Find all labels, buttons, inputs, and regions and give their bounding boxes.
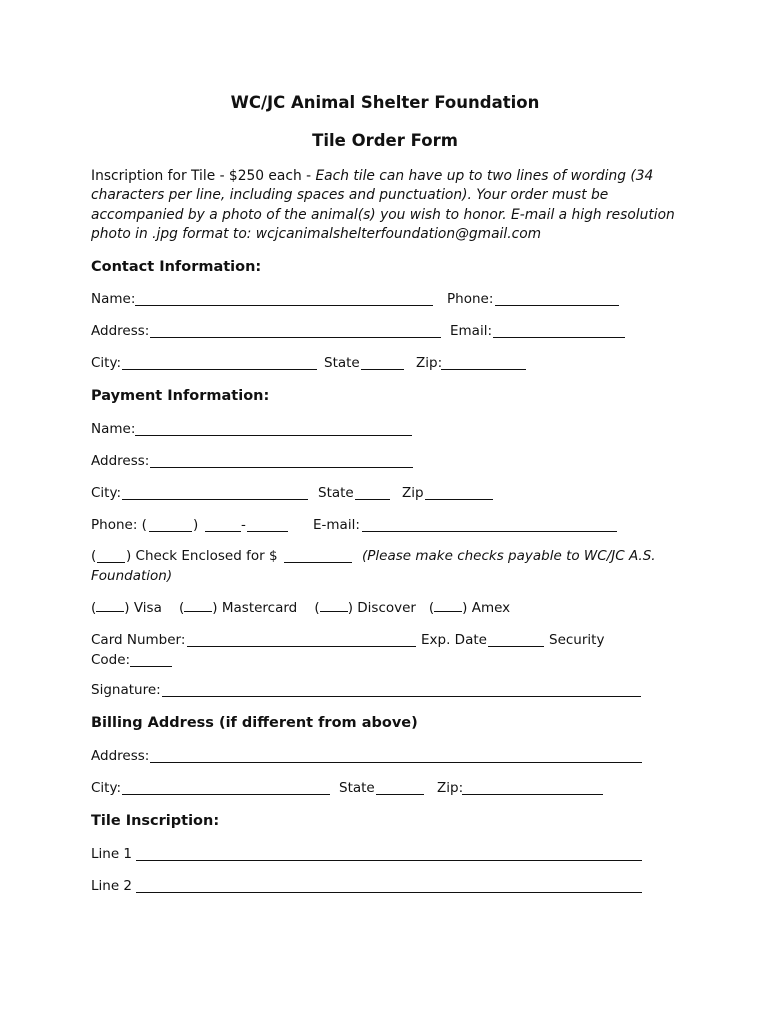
- payment-phone-prefix-field[interactable]: [205, 517, 241, 532]
- card-type-row: [91, 599, 510, 617]
- contact-city-field[interactable]: [122, 355, 317, 370]
- contact-heading: Contact Information:: [91, 259, 262, 275]
- contact-state-field[interactable]: [361, 355, 404, 370]
- intro-details: Each tile can have up to two lines of wording (34 characters per line, including spaces and punctuation). Your order must be accompanied by a photo of the animal(s) you wish to honor. E-mail a high resolution photo in .jpg format to: wcjcanimalshelterfoundation@gmail.com: [91, 168, 675, 242]
- payment-state-label: State: [318, 485, 354, 501]
- billing-address-field[interactable]: [150, 748, 642, 763]
- check-amount-field[interactable]: [284, 548, 352, 563]
- card-option-mastercard[interactable]: ( ) Mastercard: [179, 600, 298, 616]
- billing-zip-label: Zip:: [437, 780, 464, 796]
- contact-zip-label: Zip:: [416, 355, 443, 371]
- payment-city-field[interactable]: [122, 485, 308, 500]
- payment-zip-label: Zip: [402, 485, 424, 501]
- card-label: Mastercard: [221, 600, 298, 616]
- tile-line2-label: Line 2: [91, 878, 133, 894]
- security-code-field[interactable]: [130, 652, 172, 667]
- form-title: Tile Order Form: [312, 131, 458, 150]
- card-label: Amex: [471, 600, 511, 616]
- contact-zip-field[interactable]: [441, 355, 526, 370]
- intro-paragraph: [91, 167, 691, 244]
- contact-address-field[interactable]: [150, 323, 441, 338]
- payment-phone-area-field[interactable]: [149, 517, 192, 532]
- payment-phone-line-field[interactable]: [247, 517, 288, 532]
- check-paren: (: [91, 548, 97, 564]
- contact-name-field[interactable]: [135, 291, 433, 306]
- payment-state-field[interactable]: [355, 485, 390, 500]
- card-number-label: Card Number:: [91, 632, 186, 648]
- tile-line2-field[interactable]: [136, 878, 642, 893]
- card-label: Visa: [133, 600, 162, 616]
- check-enclosed-label: ) Check Enclosed for $: [126, 548, 278, 564]
- contact-name-label: Name:: [91, 291, 136, 307]
- contact-phone-field[interactable]: [495, 291, 619, 306]
- payment-name-label: Name:: [91, 421, 136, 437]
- card-number-field[interactable]: [187, 632, 416, 647]
- payment-address-label: Address:: [91, 453, 150, 469]
- card-option-amex[interactable]: ( ) Amex: [428, 600, 511, 616]
- contact-city-label: City:: [91, 355, 122, 371]
- payment-name-field[interactable]: [135, 421, 412, 436]
- payment-phone-label: Phone: (: [91, 517, 147, 533]
- check-note: (Please make checks payable to WC/JC A.S.: [362, 548, 656, 564]
- document-title: WC/JC Animal Shelter Foundation: [230, 93, 540, 112]
- payment-heading: Payment Information:: [91, 388, 270, 404]
- card-option-discover[interactable]: ( ) Discover: [314, 600, 416, 616]
- payment-email-field[interactable]: [362, 517, 617, 532]
- signature-label: Signature:: [91, 682, 161, 698]
- signature-field[interactable]: [162, 682, 641, 697]
- card-option-visa[interactable]: ( ) Visa: [91, 600, 162, 616]
- phone-paren: ): [193, 517, 199, 533]
- payment-city-label: City:: [91, 485, 122, 501]
- billing-address-label: Address:: [91, 748, 150, 764]
- tile-line1-label: Line 1: [91, 846, 133, 862]
- tile-line1-field[interactable]: [136, 846, 642, 861]
- payment-email-label: E-mail:: [313, 517, 360, 533]
- phone-dash: -: [241, 517, 246, 533]
- contact-state-label: State: [324, 355, 360, 371]
- intro-lead: Inscription for Tile - $250 each -: [91, 168, 316, 184]
- check-note-cont: Foundation): [91, 568, 173, 584]
- billing-state-field[interactable]: [376, 780, 424, 795]
- billing-city-field[interactable]: [122, 780, 330, 795]
- billing-heading: Billing Address (if different from above): [91, 715, 418, 731]
- card-label: Discover: [357, 600, 416, 616]
- contact-email-field[interactable]: [493, 323, 625, 338]
- exp-date-field[interactable]: [488, 632, 544, 647]
- contact-email-label: Email:: [450, 323, 493, 339]
- billing-city-label: City:: [91, 780, 122, 796]
- security-label: Security: [549, 632, 605, 648]
- billing-state-label: State: [339, 780, 375, 796]
- contact-phone-label: Phone:: [447, 291, 494, 307]
- code-label: Code:: [91, 652, 131, 668]
- payment-address-field[interactable]: [150, 453, 413, 468]
- exp-date-label: Exp. Date: [421, 632, 487, 648]
- tile-heading: Tile Inscription:: [91, 813, 220, 829]
- contact-address-label: Address:: [91, 323, 150, 339]
- billing-zip-field[interactable]: [462, 780, 603, 795]
- payment-zip-field[interactable]: [425, 485, 493, 500]
- check-enclosed-mark[interactable]: [97, 548, 125, 563]
